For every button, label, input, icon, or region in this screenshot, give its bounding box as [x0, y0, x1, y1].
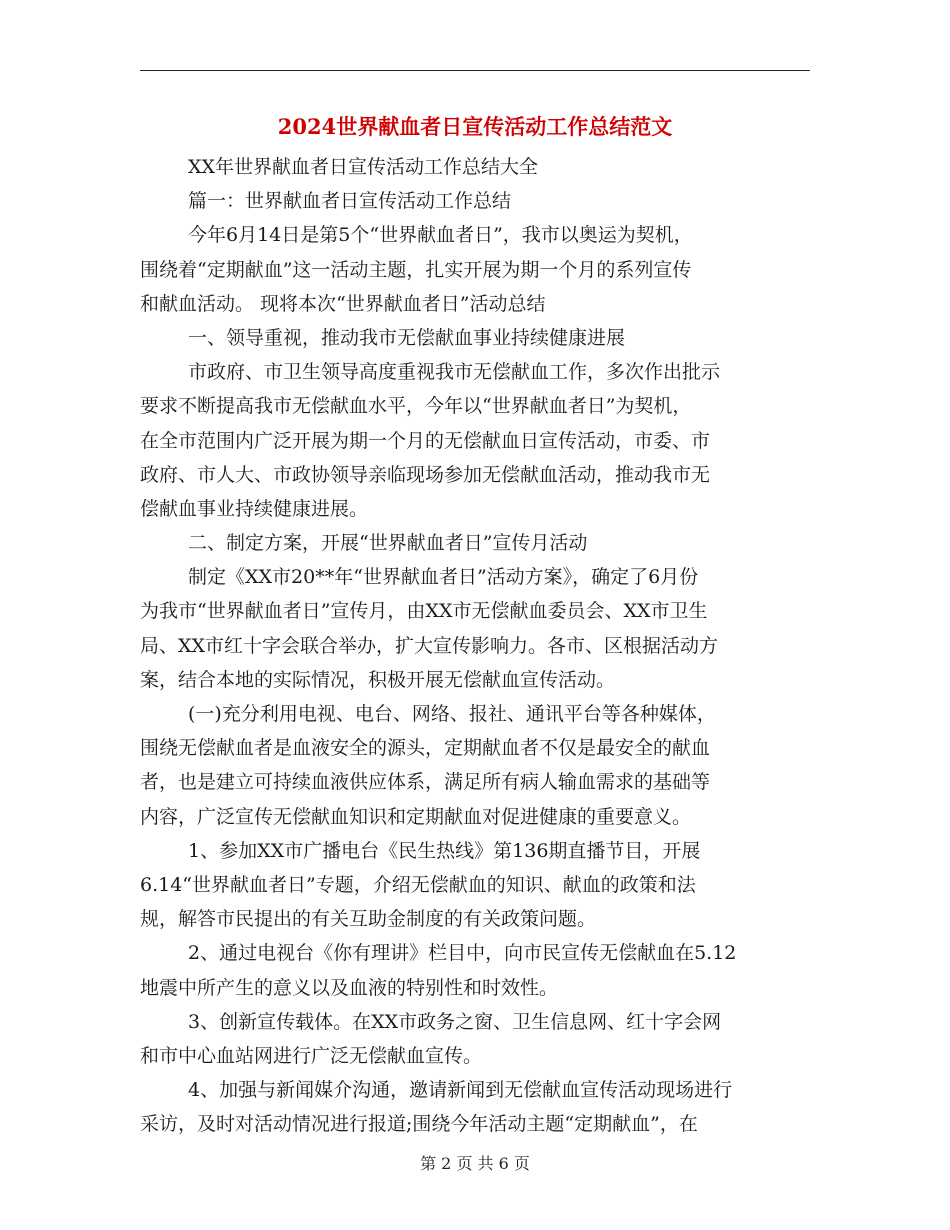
- list-item-line: 规，解答市民提出的有关互助金制度的有关政策问题。: [140, 908, 597, 931]
- list-item-line: 采访，及时对活动情况进行报道;围绕今年活动主题“定期献血”，在: [140, 1113, 698, 1136]
- paragraph-line: 和献血活动。 现将本次“世界献血者日”活动总结: [140, 292, 546, 315]
- page-footer: 第 2 页 共 6 页: [420, 1154, 530, 1173]
- paragraph-line: 要求不断提高我市无偿献血水平，今年以“世界献血者日”为契机，: [140, 395, 692, 418]
- list-item-line: 6.14“世界献血者日”专题，介绍无偿献血的知识、献血的政策和法: [140, 873, 696, 896]
- paragraph-line: 围绕无偿献血者是血液安全的源头，定期献血者不仅是最安全的献血: [140, 737, 711, 760]
- paragraph-line: 内容，广泛宣传无偿献血知识和定期献血对促进健康的重要意义。: [140, 805, 692, 828]
- paragraph-line: 案，结合本地的实际情况，积极开展无偿献血宣传活动。: [140, 668, 616, 691]
- paragraph-line: 围绕着“定期献血”这一活动主题，扎实开展为期一个月的系列宣传: [140, 258, 692, 281]
- paragraph-line: 政府、市人大、市政协领导亲临现场参加无偿献血活动，推动我市无: [140, 463, 711, 486]
- paragraph-line: (一)充分利用电视、电台、网络、报社、通讯平台等各种媒体，: [188, 703, 716, 725]
- document-body: [140, 150, 810, 1141]
- list-item-line: 地震中所产生的意义以及血液的特别性和时效性。: [140, 976, 559, 999]
- document-title: 2024世界献血者日宣传活动工作总结范文: [277, 114, 673, 139]
- list-item-line: 4、加强与新闻媒介沟通，邀请新闻到无偿献血宣传活动现场进行: [188, 1079, 733, 1102]
- paragraph-line: 偿献血事业持续健康进展。: [140, 497, 369, 520]
- section-heading: 二、制定方案，开展“世界献血者日”宣传月活动: [188, 532, 588, 555]
- header-rule: [140, 70, 810, 71]
- paragraph-line: 今年6月14日是第5个“世界献血者日”，我市以奥运为契机，: [188, 224, 693, 247]
- section-heading: 篇一：世界献血者日宣传活动工作总结: [188, 190, 512, 213]
- paragraph-line: 为我市“世界献血者日”宣传月，由XX市无偿献血委员会、XX市卫生: [140, 600, 708, 623]
- list-item-line: 2、通过电视台《你有理讲》栏目中，向市民宣传无偿献血在5.12: [188, 942, 737, 965]
- list-item-line: 和市中心血站网进行广泛无偿献血宣传。: [140, 1044, 483, 1067]
- paragraph-line: 者，也是建立可持续血液供应体系，满足所有病人输血需求的基础等: [140, 771, 711, 794]
- section-heading: 一、领导重视，推动我市无偿献血事业持续健康进展: [188, 326, 626, 349]
- paragraph-line: 制定《XX市20**年“世界献血者日”活动方案》，确定了6月份: [188, 566, 699, 589]
- list-item-line: 1、参加XX市广播电台《民生热线》第136期直播节目，开展: [188, 839, 701, 862]
- list-item-line: 3、创新宣传载体。在XX市政务之窗、卫生信息网、红十字会网: [188, 1010, 722, 1033]
- paragraph-line: 在全市范围内广泛开展为期一个月的无偿献血日宣传活动，市委、市: [140, 429, 711, 452]
- subtitle-line: XX年世界献血者日宣传活动工作总结大全: [188, 156, 539, 178]
- paragraph-line: 市政府、市卫生领导高度重视我市无偿献血工作，多次作出批示: [188, 361, 721, 384]
- paragraph-line: 局、XX市红十字会联合举办，扩大宣传影响力。各市、区根据活动方: [140, 634, 719, 657]
